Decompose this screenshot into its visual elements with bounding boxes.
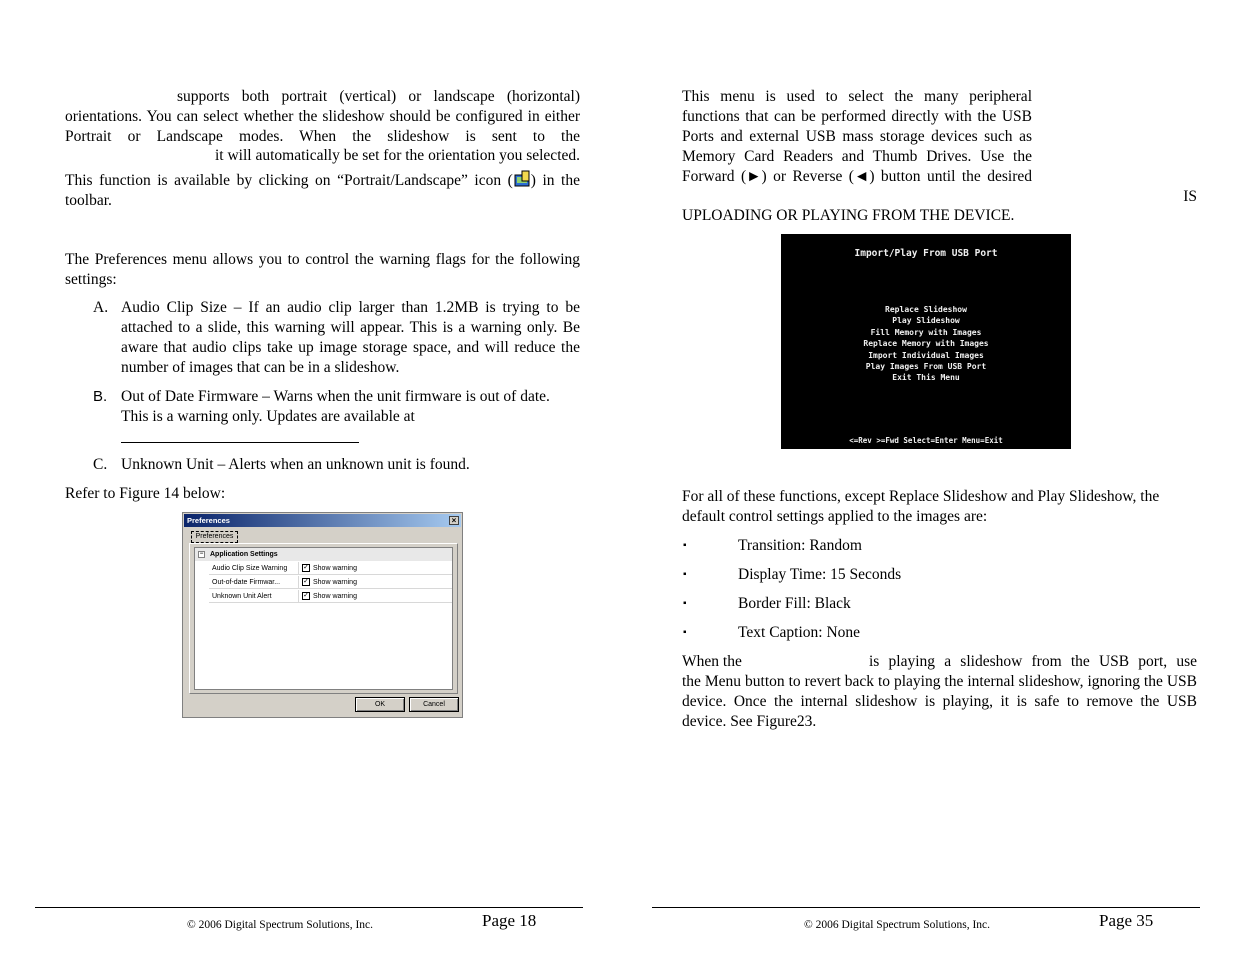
usb-menu-item: Import Individual Images — [868, 350, 984, 360]
bullet-icon: ▪ — [683, 569, 687, 580]
usb-menu-title: Import/Play From USB Port — [854, 248, 998, 259]
setting-value: Show warning — [313, 593, 357, 600]
usb-menu-paragraph-is: IS — [1183, 188, 1197, 205]
toolbar-paragraph-start: This function is available by clicking on “Portrait/Landscape” icon ( — [65, 172, 513, 189]
list-letter: B. — [93, 388, 108, 405]
footer-copyright: © 2006 Digital Spectrum Solutions, Inc. — [804, 919, 991, 931]
list-text: Out of Date Firmware – Warns when the unit firmware is out of date. This is a warning only. Updates are available at — [121, 388, 550, 425]
setting-value: Show warning — [313, 579, 357, 586]
list-item-b — [93, 387, 580, 431]
setting-name: Unknown Unit Alert — [212, 593, 272, 600]
bullet-border-fill: Border Fill: Black — [738, 595, 851, 612]
checkbox-icon[interactable]: ✓ — [303, 578, 309, 585]
setting-row-audio-clip[interactable] — [209, 562, 452, 575]
usb-menu-item: Replace Memory with Images — [863, 339, 989, 349]
column-divider — [298, 576, 299, 589]
url-underline — [121, 442, 359, 443]
usb-menu-footer: <=Rev >=Fwd Select=Enter Menu=Exit — [849, 436, 1003, 445]
left-page — [0, 0, 617, 954]
portrait-landscape-icon — [513, 170, 531, 188]
usb-menu-item: Play Slideshow — [892, 316, 960, 326]
defaults-paragraph: For all of these functions, except Replace Slideshow and Play Slideshow, the default control settings applied to the images are: — [682, 488, 1160, 525]
cancel-button[interactable]: Cancel — [409, 697, 459, 712]
setting-name: Audio Clip Size Warning — [212, 565, 288, 572]
ok-button[interactable]: OK — [355, 697, 405, 712]
toolbar-paragraph — [65, 170, 580, 211]
usb-menu-screen — [781, 234, 1071, 449]
checkbox-icon[interactable]: ✓ — [303, 564, 309, 571]
page-number: Page 35 — [1099, 911, 1154, 930]
list-text: Audio Clip Size – If an audio clip larger than 1.2MB is trying to be attached to a slide, this warning will appear. This is a warning only. Be aware that audio clips take up image storage space, and will reduce the number of images that can be in a slideshow. — [121, 299, 580, 376]
orientation-paragraph-line1: supports both portrait (vertical) or landscape (horizontal) — [177, 88, 580, 105]
bullet-transition: Transition: Random — [738, 537, 862, 554]
usb-menu-paragraph-last: UPLOADING OR PLAYING FROM THE DEVICE. — [682, 207, 1015, 224]
setting-row-unknown-unit[interactable] — [209, 590, 452, 603]
list-item-c — [93, 455, 580, 475]
preferences-dialog — [182, 512, 463, 718]
usb-menu-paragraph-body: This menu is used to select the many peripheral functions that can be performed directly with the USB Ports and external USB mass storage devices such as Memory Card Readers and Thumb Drives. Use the Forward (►) or Reverse (◄) button until the desired — [682, 88, 1032, 185]
right-page — [617, 0, 1235, 954]
footer-rule — [652, 907, 1200, 908]
usb-menu-paragraph — [682, 87, 1197, 187]
dialog-titlebar — [184, 514, 461, 527]
group-label: Application Settings — [210, 551, 278, 558]
usb-play-paragraph-line1: is playing a slideshow from the USB port, use — [869, 653, 1197, 670]
checkbox-icon[interactable]: ✓ — [303, 592, 309, 599]
dialog-title: Preferences — [187, 516, 230, 525]
list-text: Unknown Unit – Alerts when an unknown unit is found. — [121, 456, 470, 473]
toolbar-paragraph-end: ) in the toolbar. — [65, 172, 580, 209]
preferences-intro: The Preferences menu allows you to control the warning flags for the following settings: — [65, 251, 580, 288]
usb-play-paragraph-body: the Menu button to revert back to playing the internal slideshow, ignoring the USB device. Once the internal slideshow is playing, it is safe to remove the USB device. See Figure23. — [682, 673, 1197, 730]
bullet-display-time: Display Time: 15 Seconds — [738, 566, 902, 583]
bullet-icon: ▪ — [683, 540, 687, 551]
usb-menu-items — [781, 304, 1071, 384]
list-letter: A. — [93, 299, 109, 316]
collapse-icon[interactable]: − — [199, 551, 204, 557]
usb-menu-item: Fill Memory with Images — [870, 327, 982, 337]
settings-list — [194, 547, 453, 690]
column-divider — [298, 590, 299, 603]
footer-rule — [35, 907, 583, 908]
footer-copyright: © 2006 Digital Spectrum Solutions, Inc. — [187, 919, 374, 931]
setting-row-firmware[interactable] — [209, 576, 452, 589]
tab-preferences[interactable]: Preferences — [191, 531, 238, 543]
setting-value: Show warning — [313, 565, 357, 572]
list-item-a — [93, 298, 580, 378]
usb-menu-item: Play Images From USB Port — [865, 362, 987, 372]
column-divider — [298, 562, 299, 575]
refer-figure: Refer to Figure 14 below: — [65, 485, 226, 502]
setting-name: Out-of-date Firmwar... — [212, 579, 281, 586]
list-letter: C. — [93, 456, 108, 473]
page-number: Page 18 — [482, 911, 537, 930]
usb-menu-item: Exit This Menu — [892, 373, 960, 383]
orientation-paragraph-body: orientations. You can select whether the slideshow should be configured in either Portrait or Landscape modes. When the slideshow is sent to the — [65, 108, 580, 145]
orientation-paragraph-last: it will automatically be set for the orientation you selected. — [215, 147, 580, 164]
close-icon[interactable]: × — [449, 516, 459, 525]
bullet-icon: ▪ — [683, 627, 687, 638]
usb-menu-item: Replace Slideshow — [885, 305, 967, 314]
bullet-icon: ▪ — [683, 598, 687, 609]
usb-play-paragraph-start: When the — [682, 653, 742, 670]
preferences-panel — [189, 543, 458, 694]
bullet-text-caption: Text Caption: None — [738, 624, 861, 641]
group-application-settings[interactable] — [195, 548, 452, 561]
